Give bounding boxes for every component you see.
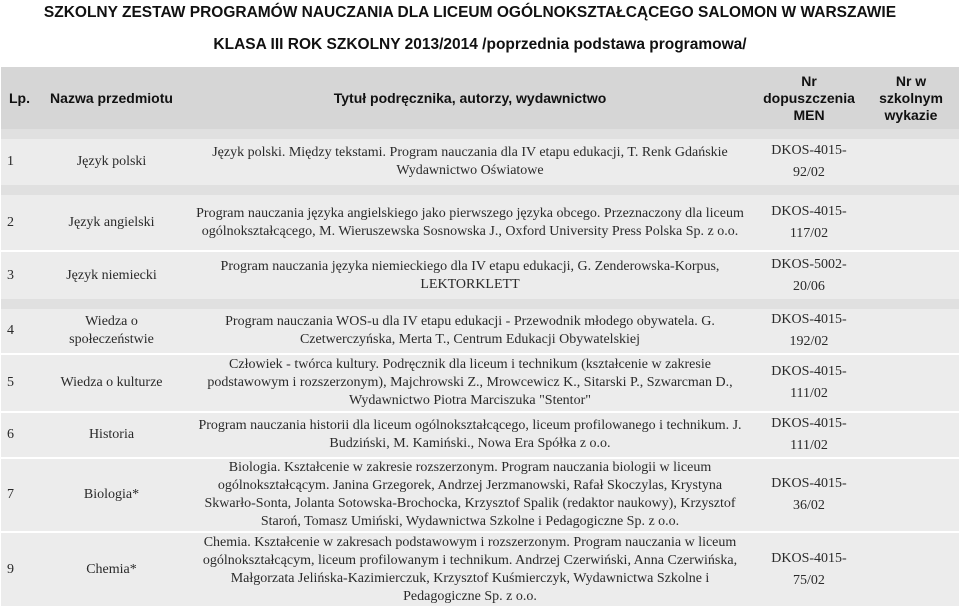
document-subtitle: KLASA III ROK SZKOLNY 2013/2014 /poprzednia podstawa programowa/ bbox=[213, 36, 747, 53]
table-row bbox=[1, 139, 959, 185]
document-title: SZKOLNY ZESTAW PROGRAMÓW NAUCZANIA DLA LICEUM OGÓLNOKSZTAŁCĄCEGO SALOMON W WARSZAWIE bbox=[43, 4, 897, 21]
cell-lp: 3 bbox=[1, 251, 38, 299]
cell-subject: Wiedza o społeczeństwie bbox=[38, 309, 185, 354]
cell-men-number: DKOS-4015-36/02 bbox=[755, 458, 863, 532]
cell-subject: Biologia* bbox=[38, 458, 185, 532]
table-row bbox=[1, 532, 959, 606]
cell-school-number bbox=[863, 309, 959, 354]
table-header-row bbox=[1, 67, 959, 129]
table-row bbox=[1, 251, 959, 299]
cell-lp: 2 bbox=[1, 195, 38, 251]
cell-subject: Wiedza o kulturze bbox=[38, 354, 185, 412]
cell-lp: 4 bbox=[1, 309, 38, 354]
cell-men-number: DKOS-4015-192/02 bbox=[755, 309, 863, 354]
cell-lp: 7 bbox=[1, 458, 38, 532]
column-header-school-number: Nr w szkolnym wykazie bbox=[863, 67, 959, 129]
cell-men-number: DKOS-4015-111/02 bbox=[755, 412, 863, 458]
table-row bbox=[1, 195, 959, 251]
column-header-subject: Nazwa przedmiotu bbox=[38, 67, 185, 129]
cell-men-number: DKOS-4015-92/02 bbox=[755, 139, 863, 185]
cell-school-number bbox=[863, 458, 959, 532]
column-header-title: Tytuł podręcznika, autorzy, wydawnictwo bbox=[185, 67, 755, 129]
cell-lp: 9 bbox=[1, 532, 38, 606]
cell-school-number bbox=[863, 139, 959, 185]
cell-lp: 6 bbox=[1, 412, 38, 458]
cell-men-number: DKOS-4015-117/02 bbox=[755, 195, 863, 251]
cell-men-number: DKOS-4015-111/02 bbox=[755, 354, 863, 412]
column-header-lp: Lp. bbox=[1, 67, 38, 129]
cell-men-number: DKOS-5002-20/06 bbox=[755, 251, 863, 299]
cell-school-number bbox=[863, 412, 959, 458]
cell-title: Chemia. Kształcenie w zakresach podstawowym i rozszerzonym. Program nauczania w liceum ogólnokształcącym, liceum profilowanym i technikum. Andrzej Czerwiński, Anna Czerwińska, Małgorzata Jelińska-Kazimierczuk, Krzysztof Kuśmierczyk, Wydawnictwa Szkolne i Pedagogiczne Sp. z o.o. bbox=[185, 532, 755, 606]
cell-subject: Chemia* bbox=[38, 532, 185, 606]
column-header-men-number: Nr dopuszczenia MEN bbox=[755, 67, 863, 129]
cell-title: Człowiek - twórca kultury. Podręcznik dla liceum i technikum (kształcenie w zakresie podstawowym i rozszerzonym), Majchrowski Z., Mrowcewicz K., Sitarski P., Szwarcman D., Wydawnictwo Piotra Marciszuka "Stentor" bbox=[185, 354, 755, 412]
curriculum-table bbox=[1, 67, 959, 606]
cell-title: Program nauczania języka niemieckiego dla IV etapu edukacji, G. Zenderowska-Korpus, LEKTORKLETT bbox=[185, 251, 755, 299]
row-spacer bbox=[1, 299, 959, 309]
cell-title: Biologia. Kształcenie w zakresie rozszerzonym. Program nauczania biologii w liceum ogólnokształcącym. Janina Grzegorek, Andrzej Jerzmanowski, Rafał Skoczylas, Krystyna Skwarło-Sonta, Jolanta Sotowska-Brochocka, Krzysztof Spalik (redaktor naukowy), Krzysztof Staroń, Tomasz Umiński, Wydawnictwa Szkolne i Pedagogiczne Sp. z o.o. bbox=[185, 458, 755, 532]
cell-title: Program nauczania WOS-u dla IV etapu edukacji - Przewodnik młodego obywatela. G. Czetwerczyńska, Merta T., Centrum Edukacji Obywatelskiej bbox=[185, 309, 755, 354]
table-row bbox=[1, 412, 959, 458]
cell-subject: Język niemiecki bbox=[38, 251, 185, 299]
header-spacer-row bbox=[1, 129, 959, 139]
cell-lp: 5 bbox=[1, 354, 38, 412]
table-row bbox=[1, 354, 959, 412]
cell-school-number bbox=[863, 251, 959, 299]
cell-subject: Język angielski bbox=[38, 195, 185, 251]
table-row bbox=[1, 458, 959, 532]
cell-title: Język polski. Między tekstami. Program nauczania dla IV etapu edukacji, T. Renk Gdańskie Wydawnictwo Oświatowe bbox=[185, 139, 755, 185]
cell-lp: 1 bbox=[1, 139, 38, 185]
cell-school-number bbox=[863, 354, 959, 412]
row-spacer bbox=[1, 185, 959, 195]
cell-school-number bbox=[863, 195, 959, 251]
cell-subject: Język polski bbox=[38, 139, 185, 185]
cell-title: Program nauczania języka angielskiego jako pierwszego języka obcego. Przeznaczony dla liceum ogólnokształcącego, M. Wieruszewska Sosnowska J., Oxford University Press Polska Sp. z o.o. bbox=[185, 195, 755, 251]
cell-men-number: DKOS-4015-75/02 bbox=[755, 532, 863, 606]
table-row bbox=[1, 309, 959, 354]
cell-school-number bbox=[863, 532, 959, 606]
cell-subject: Historia bbox=[38, 412, 185, 458]
cell-title: Program nauczania historii dla liceum ogólnokształcącego, liceum profilowanego i technikum. J. Budziński, M. Kamiński., Nowa Era Spółka z o.o. bbox=[185, 412, 755, 458]
